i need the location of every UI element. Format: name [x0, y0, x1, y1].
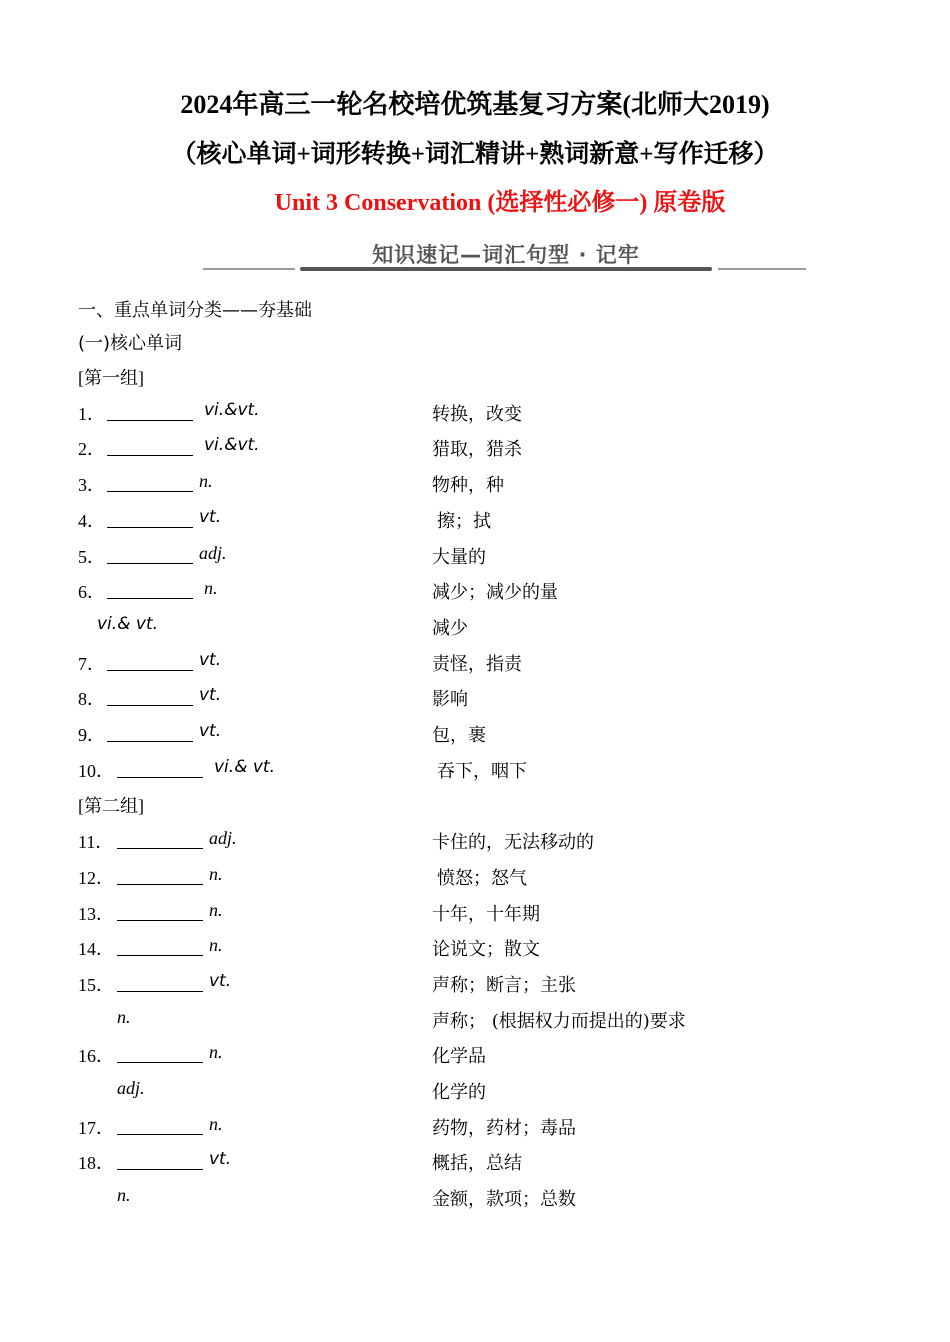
item-number: 8．	[78, 689, 105, 709]
answer-blank[interactable]	[117, 1042, 203, 1063]
item-number: 5．	[78, 547, 105, 567]
item-number: 14．	[78, 939, 114, 959]
vocab-row	[0, 507, 950, 537]
meaning-text: 声称；断言；主张	[432, 975, 576, 996]
part-of-speech: n.	[209, 935, 223, 955]
part-of-speech: vt.	[199, 721, 222, 741]
part-of-speech: vi.& vt.	[214, 757, 275, 777]
vocab-row	[0, 471, 950, 501]
meaning-text: 金额，款项；总数	[432, 1189, 576, 1210]
meaning-text: 转换，改变	[432, 404, 522, 425]
part-of-speech: vi.&vt.	[204, 435, 260, 455]
answer-blank[interactable]	[117, 864, 203, 885]
meaning-text: 影响	[432, 689, 468, 710]
meaning-text: 声称； (根据权力而提出的)要求	[432, 1011, 686, 1032]
answer-blank[interactable]	[107, 650, 193, 671]
section-subheading: (一)核心单词	[78, 333, 183, 354]
vocab-row	[0, 400, 950, 430]
item-number: 9．	[78, 725, 105, 745]
vocab-row	[0, 971, 950, 1001]
meaning-text: 物种，种	[432, 475, 504, 496]
meaning-text: 包，裹	[432, 725, 486, 746]
banner-line-left	[203, 268, 295, 270]
vocab-row	[0, 1114, 950, 1144]
answer-blank[interactable]	[117, 1114, 203, 1135]
meaning-text: 责怪，指责	[432, 654, 522, 675]
meaning-text: 药物，药材；毒品	[432, 1118, 576, 1139]
vocab-row	[0, 935, 950, 965]
part-of-speech: vi.& vt.	[97, 614, 158, 634]
vocab-row	[0, 543, 950, 573]
answer-blank[interactable]	[117, 900, 203, 921]
vocab-row	[0, 685, 950, 715]
part-of-speech: adj.	[117, 1078, 145, 1098]
vocab-row	[0, 864, 950, 894]
part-of-speech: n.	[209, 1114, 223, 1134]
vocab-row	[0, 828, 950, 858]
part-of-speech: n.	[117, 1007, 131, 1027]
vocab-row	[0, 1007, 950, 1037]
unit-title: Unit 3 Conservation (选择性必修一) 原卷版	[274, 190, 726, 216]
item-number: 4．	[78, 511, 105, 531]
answer-blank[interactable]	[107, 721, 193, 742]
vocab-row	[0, 435, 950, 465]
meaning-text: 减少；减少的量	[432, 582, 558, 603]
answer-blank[interactable]	[117, 935, 203, 956]
part-of-speech: n.	[209, 1042, 223, 1062]
meaning-text: 论说文；散文	[432, 939, 540, 960]
document-title: 2024年高三一轮名校培优筑基复习方案(北师大2019)	[180, 90, 770, 119]
item-number: 13．	[78, 904, 114, 924]
answer-blank[interactable]	[117, 828, 203, 849]
part-of-speech: vt.	[199, 507, 222, 527]
part-of-speech: n.	[209, 900, 223, 920]
meaning-text: 猎取，猎杀	[432, 439, 522, 460]
item-number: 15．	[78, 975, 114, 995]
item-number: 1．	[78, 404, 105, 424]
meaning-text: 擦；拭	[437, 511, 491, 532]
vocab-row	[0, 1042, 950, 1072]
part-of-speech: vt.	[209, 971, 232, 991]
document-subtitle: （核心单词+词形转换+词汇精讲+熟词新意+写作迁移）	[171, 141, 779, 168]
vocab-row	[0, 757, 950, 787]
answer-blank[interactable]	[107, 400, 193, 421]
meaning-text: 减少	[432, 618, 468, 639]
item-number: 12．	[78, 868, 114, 888]
item-number: 10．	[78, 761, 114, 781]
answer-blank[interactable]	[117, 757, 203, 778]
part-of-speech: vi.&vt.	[204, 400, 260, 420]
item-number: 3．	[78, 475, 105, 495]
item-number: 17．	[78, 1118, 114, 1138]
vocab-row	[0, 1078, 950, 1108]
vocab-row	[0, 1149, 950, 1179]
meaning-text: 吞下，咽下	[437, 761, 527, 782]
meaning-text: 化学品	[432, 1046, 486, 1067]
answer-blank[interactable]	[107, 507, 193, 528]
answer-blank[interactable]	[107, 685, 193, 706]
item-number: 11．	[78, 832, 114, 852]
vocab-row	[0, 614, 950, 644]
part-of-speech: adj.	[209, 828, 237, 848]
meaning-text: 大量的	[432, 547, 486, 568]
meaning-text: 十年，十年期	[432, 904, 540, 925]
answer-blank[interactable]	[117, 971, 203, 992]
group-label: [第一组]	[78, 368, 144, 388]
part-of-speech: n.	[204, 578, 218, 598]
group-label: [第二组]	[78, 796, 144, 816]
answer-blank[interactable]	[107, 543, 193, 564]
section-heading: 一、重点单词分类——夯基础	[78, 300, 312, 321]
part-of-speech: vt.	[199, 650, 222, 670]
item-number: 2．	[78, 439, 105, 459]
part-of-speech: adj.	[199, 543, 227, 563]
vocab-row	[0, 1185, 950, 1215]
answer-blank[interactable]	[117, 1149, 203, 1170]
section-banner: 知识速记—词汇句型 · 记牢	[372, 243, 640, 267]
answer-blank[interactable]	[107, 435, 193, 456]
meaning-text: 概括，总结	[432, 1153, 522, 1174]
banner-line-right	[718, 268, 806, 270]
vocab-row	[0, 900, 950, 930]
vocab-row	[0, 578, 950, 608]
item-number: 16．	[78, 1046, 114, 1066]
meaning-text: 愤怒；怒气	[437, 868, 527, 889]
part-of-speech: n.	[199, 471, 213, 491]
meaning-text: 卡住的，无法移动的	[432, 832, 594, 853]
vocab-row	[0, 721, 950, 751]
item-number: 7．	[78, 654, 105, 674]
item-number: 18．	[78, 1153, 114, 1173]
item-number: 6．	[78, 582, 105, 602]
part-of-speech: n.	[117, 1185, 131, 1205]
vocab-row	[0, 650, 950, 680]
part-of-speech: vt.	[199, 685, 222, 705]
answer-blank[interactable]	[107, 471, 193, 492]
answer-blank[interactable]	[107, 578, 193, 599]
part-of-speech: vt.	[209, 1149, 232, 1169]
part-of-speech: n.	[209, 864, 223, 884]
meaning-text: 化学的	[432, 1082, 486, 1103]
